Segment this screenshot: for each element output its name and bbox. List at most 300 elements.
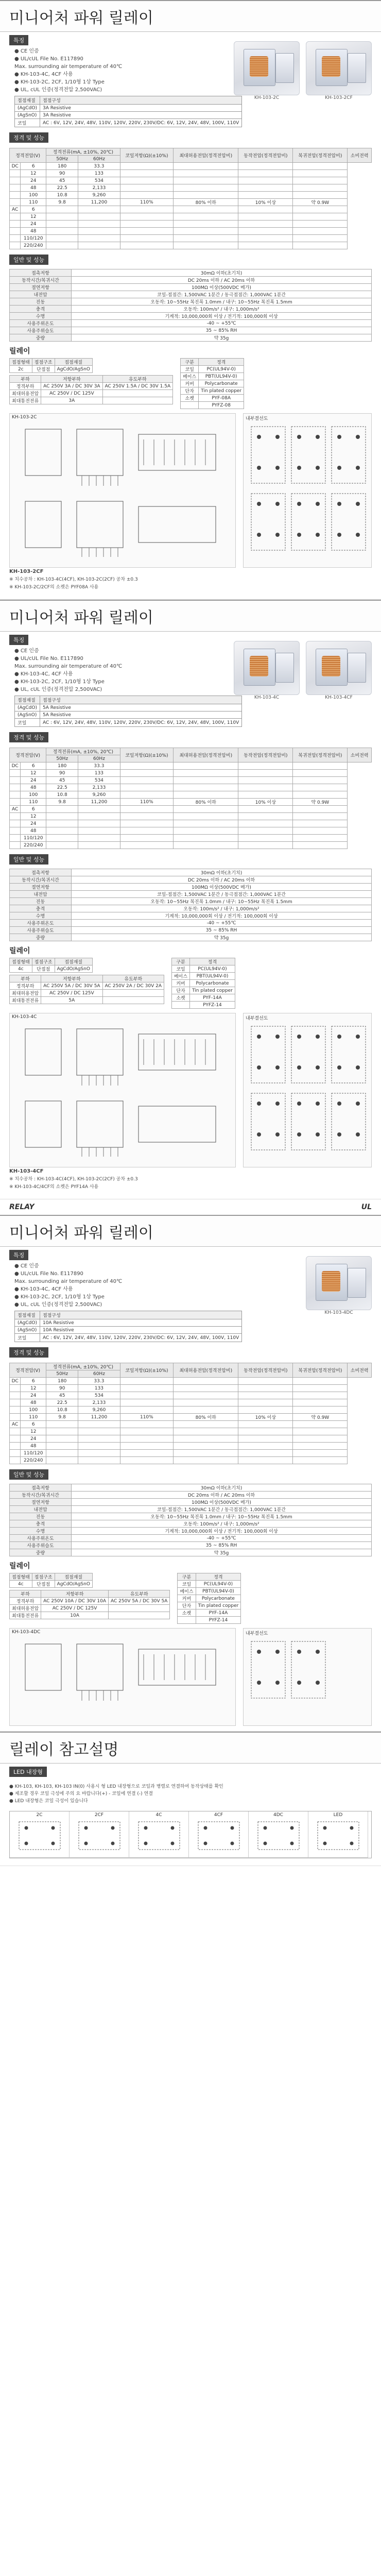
table-row: [10, 791, 372, 799]
spec-key: 수명: [10, 1528, 72, 1535]
table-row: [181, 373, 244, 380]
spec-key: 접촉저항: [10, 869, 72, 876]
wiring-terminal: [275, 1132, 280, 1137]
led-terminal: [203, 1842, 207, 1845]
table-cell: [293, 1392, 348, 1399]
drawing-label-2: KH-103-2CF: [9, 569, 44, 574]
table-cell: (AgCdO): [15, 704, 40, 711]
table-cell: AC: [10, 1421, 21, 1428]
wiring-block: [251, 1093, 285, 1150]
table-cell: [174, 791, 238, 799]
drawing-outline: [25, 1029, 61, 1075]
spec-key: 접촉저항: [10, 1484, 72, 1492]
spec-key: 중량: [10, 1549, 72, 1556]
drawing-label: KH-103-4DC: [12, 1630, 41, 1635]
table-cell: [238, 170, 293, 177]
table-row: [10, 1421, 372, 1428]
table-cell: PYF-08A: [199, 395, 244, 402]
drawing-outline: [138, 1106, 216, 1142]
brand-left-text: RELAY: [9, 1203, 34, 1211]
spec-value: 100MΩ 이상(500VDC 메가): [72, 1499, 372, 1506]
table-cell: [10, 1457, 21, 1464]
table-cell: [238, 242, 293, 249]
table-cell: 33.3: [78, 762, 120, 770]
table-header: 소비전력: [348, 1363, 372, 1378]
table-cell: 22.5: [46, 1399, 78, 1406]
table-cell: [238, 777, 293, 784]
table-cell: [120, 242, 174, 249]
spec-table: [9, 269, 372, 342]
led-diagram-cell: [129, 1811, 189, 1858]
coil-graphic: [250, 56, 268, 77]
table-cell: AC 250V 2A / DC 30V 2A: [102, 982, 164, 990]
table-cell: 33.3: [78, 1378, 120, 1385]
table-cell: [174, 806, 238, 813]
table-header: 접점재질: [15, 696, 40, 704]
table-subheader: 50Hz: [46, 755, 78, 762]
table-row: [10, 869, 372, 876]
spec-key: 진동: [10, 898, 72, 905]
table-cell: [10, 784, 21, 791]
wiring-terminal: [337, 466, 341, 470]
section-title: 미니어처 파워 릴레이: [0, 600, 381, 632]
rating-tag: 정격 및 성능: [9, 132, 48, 143]
spec-value: 약 35g: [72, 334, 372, 342]
table-row: [10, 1506, 372, 1513]
spacer: [0, 1194, 381, 1199]
wiring-terminal: [275, 466, 280, 470]
wiring-terminal: [275, 1065, 280, 1070]
spec-value: 100MΩ 이상(500VDC 메가): [72, 284, 372, 291]
relay-section: [0, 1215, 381, 1732]
table-row: [10, 1392, 372, 1399]
table-row: [10, 891, 372, 898]
table-cell: [78, 1428, 120, 1435]
table-row: [10, 163, 372, 170]
table-cell: [293, 777, 348, 784]
led-diagram-cell: [70, 1811, 129, 1858]
table-cell: [293, 1443, 348, 1450]
table-cell: 133: [78, 770, 120, 777]
table-cell: [10, 842, 21, 849]
table-cell: AC: [10, 206, 21, 213]
dimension-svg: [10, 414, 236, 568]
table-cell: PC(UL94V-0): [196, 1581, 241, 1588]
drawings: [9, 1013, 372, 1167]
table-cell: 110/120: [21, 835, 46, 842]
drawing-outline: [25, 1101, 61, 1147]
spec-key: 충격: [10, 306, 72, 313]
table-cell: [238, 1378, 293, 1385]
feature-item: ● KH-103-2C, 2CF, 1/10형 1상 Type: [14, 679, 105, 685]
led-terminal: [230, 1842, 234, 1845]
table-cell: [238, 820, 293, 827]
spec-tag: 일반 및 성능: [9, 255, 48, 265]
table-cell: [102, 397, 173, 404]
table-cell: AC 250V / DC 125V: [41, 1605, 109, 1612]
relay-image: [234, 41, 300, 95]
table-cell: [174, 1450, 238, 1457]
table-row: [10, 1492, 372, 1499]
table-cell: 단자: [181, 387, 199, 395]
table-cell: 10A: [41, 1612, 109, 1619]
table-row: [10, 827, 372, 835]
drawing-outline: [77, 1029, 123, 1075]
table-cell: 180: [46, 163, 78, 170]
table-cell: [46, 1450, 78, 1457]
spec-value: 30mΩ 이하(초기치): [72, 869, 372, 876]
spec-value: 오동작: 10~55Hz 복진폭 1.0mm / 내구: 10~55Hz 복진폭 1.5mm: [72, 298, 372, 306]
relay-section: [0, 0, 381, 600]
table-cell: PYF-14A: [190, 994, 235, 1002]
table-row: [10, 1443, 372, 1450]
table-cell: 33.3: [78, 163, 120, 170]
table-cell: [10, 777, 21, 784]
table-cell: AC 250V / DC 125V: [41, 990, 102, 997]
feature-item: ● KH-103-4C, 4CF 사용: [14, 1286, 73, 1292]
drawing-outline: [138, 1034, 216, 1070]
table-cell: 정격부하: [10, 383, 41, 390]
dimension-drawing: [9, 1628, 236, 1726]
table-cell: [293, 235, 348, 242]
table-cell: 24: [21, 820, 46, 827]
table-cell: 534: [78, 777, 120, 784]
table-row: [10, 920, 372, 927]
table-cell: [78, 228, 120, 235]
table-header: 접점구조: [32, 958, 55, 965]
table-cell: [174, 170, 238, 177]
feature-item: ● UL/cUL File No. E117890: [14, 56, 83, 62]
table-cell: [120, 184, 174, 192]
led-diagram-svg: [251, 1818, 306, 1854]
table-row: [10, 762, 372, 770]
led-cell-label: 2CF: [94, 1812, 104, 1818]
wiring-terminal: [356, 466, 360, 470]
table-cell: [174, 1392, 238, 1399]
table-cell: [238, 1406, 293, 1414]
table-header: 접점구조: [32, 1573, 55, 1581]
table-cell: 24: [21, 1392, 46, 1399]
table-cell: [10, 799, 21, 806]
led-diagram-svg: [72, 1818, 127, 1854]
relay-image: [306, 1256, 372, 1310]
wiring-terminal: [316, 1681, 320, 1685]
table-cell: 110: [21, 1414, 46, 1421]
left-tables: [9, 358, 173, 409]
wiring-diagram: [243, 1628, 372, 1726]
drawing-note-2: ※ KH-103-2C/2CF의 소켓은 PYF08A 사용: [9, 585, 99, 590]
spec-value: 약 35g: [72, 1549, 372, 1556]
table-cell: 소켓: [171, 994, 189, 1002]
table-subheader: 60Hz: [78, 755, 120, 762]
table-header: 정격: [190, 958, 235, 965]
table-cell: PYFZ-14: [190, 1002, 235, 1009]
wiring-terminal: [257, 1132, 261, 1137]
table-cell: [174, 177, 238, 184]
drawing-note-2: ※ KH-103-4C/4CF의 소켓은 PYF14A 사용: [9, 1184, 99, 1190]
wiring-terminal: [337, 502, 341, 506]
led-terminal: [51, 1842, 55, 1845]
table-cell: [78, 1457, 120, 1464]
led-cell-label: 2C: [36, 1812, 43, 1818]
table-row: [10, 1520, 372, 1528]
table-cell: [78, 820, 120, 827]
table-row: [10, 1605, 170, 1612]
table-row: [10, 997, 164, 1004]
table-row: [10, 806, 372, 813]
table-cell: [238, 1450, 293, 1457]
table-cell: 24: [21, 221, 46, 228]
table-cell: 코일: [178, 1581, 196, 1588]
table-row: [10, 770, 372, 777]
table-cell: [174, 192, 238, 199]
spec-key: 중량: [10, 334, 72, 342]
rating-table: [9, 148, 372, 249]
table-row: [10, 820, 372, 827]
table-cell: 90: [46, 770, 78, 777]
led-diagram-svg: [131, 1818, 187, 1854]
led-terminal: [290, 1826, 293, 1830]
table-cell: [10, 1435, 21, 1443]
table-cell: [174, 784, 238, 791]
table-header: 접점구성: [40, 96, 241, 105]
table-cell: AC 250V 10A / DC 30V 10A: [41, 1598, 109, 1605]
spec-key: 중량: [10, 934, 72, 941]
table-row: [10, 306, 372, 313]
table-cell: [174, 762, 238, 770]
wiring-block: [332, 1026, 366, 1083]
wiring-terminal: [275, 1650, 280, 1654]
feature-item: ● UL, cUL 인증(정격전압 2,500VAC): [14, 1302, 102, 1308]
table-cell: 24: [21, 177, 46, 184]
table-cell: [10, 791, 21, 799]
table-cell: [174, 777, 238, 784]
table-cell: [174, 242, 238, 249]
table-cell: (AgCdO): [15, 105, 40, 112]
spec-value: 약 35g: [72, 934, 372, 941]
spec-value: DC 20ms 이하 / AC 20ms 이하: [72, 277, 372, 284]
wiring-terminal: [337, 435, 341, 439]
led-block: [198, 1822, 239, 1850]
table-cell: PBT(UL94V-0): [190, 973, 235, 980]
table-cell: (AgSnO): [15, 1327, 40, 1334]
rating-table: [9, 748, 372, 849]
table-cell: [293, 1385, 348, 1392]
contact-table: [9, 958, 93, 973]
feature-item: Max. surrounding air temperature of 40℃: [14, 64, 123, 70]
table-row: [10, 192, 372, 199]
table-cell: 48: [21, 784, 46, 791]
table-cell: AgCdO/AgSnO: [55, 965, 92, 973]
table-cell: 10% 이상: [238, 1414, 293, 1421]
table-row: [10, 1399, 372, 1406]
table-cell: [46, 820, 78, 827]
product-photos: [234, 641, 372, 700]
table-cell: [174, 235, 238, 242]
reference-bullets: [0, 1779, 381, 1809]
table-row: [10, 813, 372, 820]
led-block: [138, 1822, 180, 1850]
wiring-terminal: [257, 1065, 261, 1070]
table-row: [15, 704, 242, 711]
table-cell: DC: [10, 762, 21, 770]
table-cell: 534: [78, 1392, 120, 1399]
table-row: [181, 395, 244, 402]
wiring-terminal: [356, 1132, 360, 1137]
spec-value: 기계적: 10,000,000회 이상 / 전기적: 100,000회 이상: [72, 912, 372, 920]
spec-value: 35 ~ 85% RH: [72, 327, 372, 334]
table-cell: [293, 1450, 348, 1457]
led-cell-label: 4CF: [214, 1812, 223, 1818]
load-table: [9, 1590, 170, 1619]
table-row: [10, 934, 372, 941]
table-cell: [10, 228, 21, 235]
relay-subtitle: 릴레이: [9, 1562, 30, 1570]
table-cell: 커버: [171, 980, 189, 987]
table-cell: [10, 242, 21, 249]
table-row: [10, 1450, 372, 1457]
table-cell: [293, 1421, 348, 1428]
wiring-terminal: [356, 1035, 360, 1039]
wiring-terminal: [297, 466, 301, 470]
table-cell: [293, 206, 348, 213]
led-terminal: [323, 1826, 326, 1830]
product-photo: [306, 641, 372, 700]
table-cell: 소켓: [178, 1609, 196, 1617]
dimension-drawing: [9, 413, 236, 568]
table-cell: [293, 242, 348, 249]
table-cell: [120, 1385, 174, 1392]
table-cell: 133: [78, 1385, 120, 1392]
table-cell: [238, 213, 293, 221]
table-cell: [238, 813, 293, 820]
table-cell: 코일: [15, 119, 40, 127]
table-header: 부하: [10, 1590, 41, 1598]
wiring-terminal: [316, 1650, 320, 1654]
table-cell: [120, 784, 174, 791]
table-row: [181, 366, 244, 373]
table-cell: 9.8: [46, 1414, 78, 1421]
table-cell: [78, 813, 120, 820]
spec-value: -40 ~ +55℃: [72, 320, 372, 327]
drawing-note: ※ 치수공차 : KH-103-4C(4CF), KH-103-2C(2CF) 공차 ±0.3: [9, 1177, 138, 1182]
spec-key: 충격: [10, 1520, 72, 1528]
wiring-terminal: [275, 1035, 280, 1039]
table-cell: [238, 163, 293, 170]
table-cell: [293, 806, 348, 813]
wiring-block: [332, 494, 366, 550]
table-cell: 10A Resistive: [40, 1327, 241, 1334]
table-cell: 10% 이상: [238, 799, 293, 806]
table-cell: [10, 1392, 21, 1399]
table-cell: [293, 1406, 348, 1414]
spec-value: 오동작: 100m/s² / 내구: 1,000m/s²: [72, 1520, 372, 1528]
dimension-svg: [10, 1013, 236, 1168]
table-header: 정격전압(V): [10, 748, 46, 762]
photo-caption: KH-103-2C: [254, 95, 280, 100]
table-cell: [10, 235, 21, 242]
table-cell: [78, 1435, 120, 1443]
table-cell: [120, 777, 174, 784]
wiring-terminal: [297, 1065, 301, 1070]
table-cell: Tin plated copper: [199, 387, 244, 395]
table-cell: [10, 213, 21, 221]
led-terminal: [111, 1826, 114, 1830]
wiring-svg: [244, 1629, 372, 1726]
table-cell: 2,133: [78, 784, 120, 791]
table-header: 정격전압(V): [10, 148, 46, 163]
table-cell: AC 250V 5A / DC 30V 5A: [41, 982, 102, 990]
drawing-label-2: KH-103-4CF: [9, 1168, 44, 1174]
table-cell: [293, 228, 348, 235]
spec-table: [9, 869, 372, 941]
relay-tables: [9, 958, 372, 1009]
table-cell: AC : 6V, 12V, 24V, 48V, 110V, 120V, 220V, 230V/DC: 6V, 12V, 24V, 48V, 100V, 110V: [40, 719, 241, 727]
table-cell: 정격부하: [10, 982, 41, 990]
table-header: 저항부하: [41, 1590, 109, 1598]
table-cell: [10, 170, 21, 177]
feature-item: ● UL, cUL 인증(정격전압 2,500VAC): [14, 687, 102, 692]
table-cell: [120, 206, 174, 213]
table-header: 동작전압(정격전압비): [238, 1363, 293, 1378]
led-terminal: [111, 1842, 114, 1845]
load-table: [9, 975, 164, 1004]
relay-subtitle: 릴레이: [9, 347, 30, 355]
spec-key: 진동: [10, 298, 72, 306]
table-row: [10, 397, 173, 404]
table-cell: [120, 762, 174, 770]
table-cell: 3A: [41, 397, 102, 404]
drawing-note: ※ 치수공차 : KH-103-4C(4CF), KH-103-2C(2CF) 공차 ±0.3: [9, 577, 138, 582]
table-cell: [174, 1406, 238, 1414]
table-cell: [46, 1428, 78, 1435]
wiring-terminal: [337, 533, 341, 537]
table-cell: 단자: [171, 987, 189, 994]
led-diagram-svg: [310, 1818, 366, 1854]
table-cell: AC : 6V, 12V, 24V, 48V, 110V, 120V, 220V, 230V/DC: 6V, 12V, 24V, 48V, 100V, 110V: [40, 119, 241, 127]
table-cell: Tin plated copper: [190, 987, 235, 994]
table-header: 정격전류(mA, ±10%, 20℃): [46, 748, 120, 755]
table-cell: [238, 842, 293, 849]
table-cell: [293, 1428, 348, 1435]
table-header: 접점재질: [55, 958, 92, 965]
table-cell: 6: [21, 163, 46, 170]
table-row: [10, 1513, 372, 1520]
table-cell: [120, 213, 174, 221]
photo-caption: KH-103-2CF: [325, 95, 353, 100]
table-cell: [174, 1421, 238, 1428]
led-terminal: [84, 1842, 88, 1845]
table-row: [15, 711, 242, 719]
table-cell: 6: [21, 206, 46, 213]
table-row: [10, 383, 173, 390]
table-cell: Polycarbonate: [196, 1595, 241, 1602]
wiring-terminal: [297, 1650, 301, 1654]
table-cell: [10, 1428, 21, 1435]
table-row: [10, 1581, 93, 1588]
table-row: [171, 994, 235, 1002]
table-row: [10, 334, 372, 342]
spec-value: 기계적: 10,000,000회 이상 / 전기적: 100,000회 이상: [72, 313, 372, 320]
table-row: [178, 1602, 241, 1609]
relay-subtitle: 릴레이: [9, 947, 30, 955]
drawing-outline: [138, 1649, 216, 1685]
wiring-block: [291, 494, 325, 550]
table-cell: [120, 1399, 174, 1406]
table-row: [10, 1549, 372, 1556]
table-cell: [102, 990, 164, 997]
table-header: 접점구성: [40, 1311, 241, 1319]
